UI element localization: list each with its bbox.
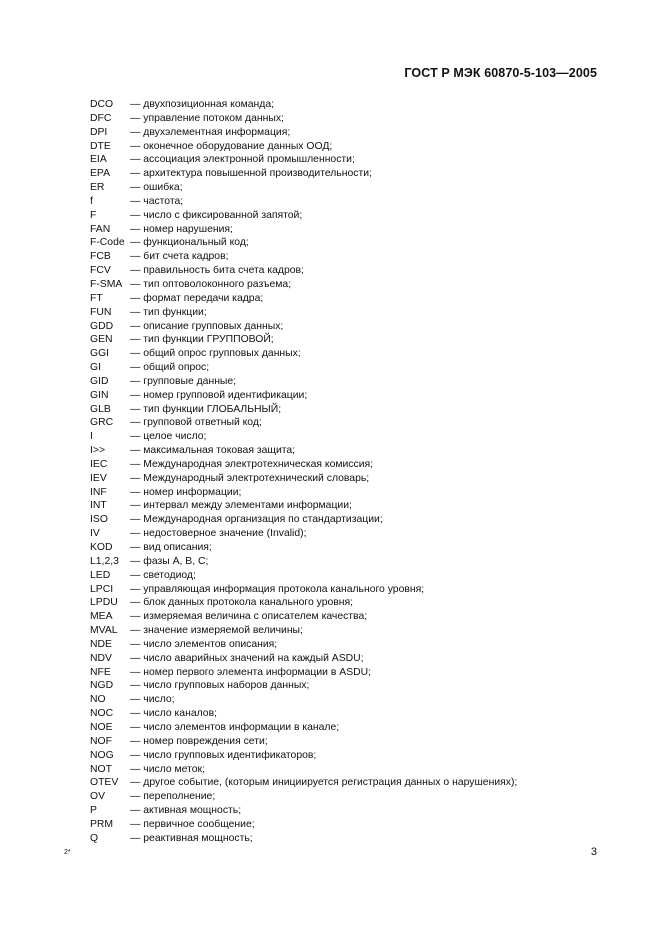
- abbreviation-row: [90, 347, 621, 361]
- abbreviation-term: DTE: [90, 140, 111, 152]
- abbreviation-description: — номер первого элемента информации в ASDU;: [130, 666, 372, 678]
- abbreviation-description: — активная мощность;: [130, 805, 242, 817]
- abbreviation-description: — тип функции;: [130, 306, 207, 318]
- abbreviation-description: — светодиод;: [130, 569, 196, 581]
- abbreviation-term: FUN: [90, 306, 112, 318]
- abbreviation-description: — групповой ответный код;: [130, 417, 262, 429]
- abbreviation-row: [90, 403, 621, 417]
- abbreviation-description: — управление потоком данных;: [130, 112, 284, 124]
- abbreviation-term: GDD: [90, 320, 114, 332]
- abbreviation-row: [90, 679, 621, 693]
- abbreviation-description: — число с фиксированной запятой;: [130, 209, 303, 221]
- abbreviation-description: — число меток;: [130, 763, 205, 775]
- abbreviation-row: [90, 832, 621, 846]
- abbreviation-row: [90, 486, 621, 500]
- abbreviation-description: — блок данных протокола канального уровня;: [130, 597, 354, 609]
- abbreviation-row: [90, 361, 621, 375]
- abbreviation-term: INT: [90, 500, 107, 512]
- abbreviation-row: [90, 153, 621, 167]
- abbreviation-row: [90, 458, 621, 472]
- abbreviation-description: — управляющая информация протокола канального уровня;: [130, 583, 425, 595]
- abbreviation-description: — значение измеряемой величины;: [130, 625, 303, 637]
- abbreviation-row: [90, 389, 621, 403]
- abbreviation-description: — число групповых наборов данных;: [130, 680, 310, 692]
- abbreviation-description: — интервал между элементами информации;: [130, 500, 352, 512]
- abbreviation-row: [90, 555, 621, 569]
- abbreviation-description: — максимальная токовая защита;: [130, 445, 296, 457]
- abbreviation-description: — бит счета кадров;: [130, 251, 229, 263]
- abbreviation-term: INF: [90, 486, 107, 498]
- abbreviation-description: — правильность бита счета кадров;: [130, 265, 304, 277]
- abbreviation-description: — фазы А, В, С;: [130, 555, 209, 567]
- abbreviation-row: [90, 430, 621, 444]
- abbreviation-term: MEA: [90, 611, 113, 623]
- abbreviation-description: — реактивная мощность;: [130, 832, 253, 844]
- abbreviation-description: — число;: [130, 694, 175, 706]
- abbreviation-list: [90, 98, 621, 846]
- abbreviation-term: EPA: [90, 168, 111, 180]
- abbreviation-term: f: [90, 195, 93, 207]
- abbreviation-term: GIN: [90, 389, 109, 401]
- abbreviation-row: [90, 804, 621, 818]
- abbreviation-term: NOE: [90, 721, 113, 733]
- abbreviation-row: [90, 707, 621, 721]
- abbreviation-description: — описание групповых данных;: [130, 320, 284, 332]
- abbreviation-description: — двухпозиционная команда;: [130, 99, 275, 110]
- abbreviation-term: LPCI: [90, 583, 114, 595]
- abbreviation-term: IEV: [90, 472, 107, 484]
- abbreviation-term: GID: [90, 375, 109, 387]
- abbreviation-term: GI: [90, 362, 101, 374]
- abbreviation-row: [90, 610, 621, 624]
- abbreviation-row: [90, 513, 621, 527]
- abbreviation-description: — недостоверное значение (Invalid);: [130, 528, 307, 540]
- abbreviation-term: NOT: [90, 763, 112, 775]
- abbreviation-term: FT: [90, 292, 103, 304]
- abbreviation-row: [90, 818, 621, 832]
- abbreviation-row: [90, 624, 621, 638]
- abbreviation-term: ER: [90, 182, 105, 194]
- abbreviation-term: DCO: [90, 99, 114, 110]
- abbreviation-term: EIA: [90, 154, 107, 166]
- abbreviation-term: NDE: [90, 638, 112, 650]
- abbreviation-term: ISO: [90, 514, 108, 526]
- abbreviation-description: — общий опрос групповых данных;: [130, 348, 301, 360]
- abbreviation-description: — ассоциация электронной промышленности;: [130, 154, 355, 166]
- abbreviation-term: OV: [90, 791, 106, 803]
- abbreviation-term: GEN: [90, 334, 113, 346]
- abbreviation-description: — измеряемая величина с описателем качества;: [130, 611, 368, 623]
- abbreviation-term: NDV: [90, 652, 112, 664]
- abbreviation-term: I: [90, 431, 93, 443]
- abbreviation-description: — целое число;: [130, 431, 207, 443]
- abbreviation-row: [90, 596, 621, 610]
- abbreviation-row: [90, 693, 621, 707]
- abbreviation-description: — число каналов;: [130, 708, 217, 720]
- abbreviation-row: [90, 444, 621, 458]
- page-number: 3: [590, 846, 597, 858]
- abbreviation-term: NOG: [90, 749, 114, 761]
- abbreviation-term: FCB: [90, 251, 111, 263]
- abbreviation-row: [90, 375, 621, 389]
- abbreviation-row: [90, 763, 621, 777]
- abbreviation-description: — функциональный код;: [130, 237, 249, 249]
- abbreviation-description: — формат передачи кадра;: [130, 292, 264, 304]
- abbreviation-row: [90, 98, 621, 112]
- abbreviation-term: FCV: [90, 265, 111, 277]
- sheet-mark: 2*: [64, 849, 71, 856]
- abbreviation-term: Q: [90, 832, 99, 844]
- abbreviation-row: [90, 569, 621, 583]
- abbreviation-row: [90, 236, 621, 250]
- abbreviation-row: [90, 638, 621, 652]
- abbreviation-row: [90, 735, 621, 749]
- abbreviation-row: [90, 278, 621, 292]
- abbreviation-term: OTEV: [90, 777, 119, 789]
- abbreviation-term: F: [90, 209, 97, 221]
- abbreviation-row: [90, 721, 621, 735]
- abbreviation-row: [90, 223, 621, 237]
- abbreviation-row: [90, 209, 621, 223]
- abbreviation-term: NO: [90, 694, 106, 706]
- abbreviation-row: [90, 583, 621, 597]
- abbreviation-description: — вид описания;: [130, 542, 212, 553]
- abbreviation-row: [90, 250, 621, 264]
- abbreviation-description: — число аварийных значений на каждый ASDU;: [130, 652, 364, 664]
- abbreviation-term: IEC: [90, 458, 108, 470]
- abbreviation-term: FAN: [90, 223, 111, 235]
- abbreviation-row: [90, 499, 621, 513]
- abbreviation-row: [90, 666, 621, 680]
- abbreviation-description: — Международная электротехническая комиссия;: [130, 458, 374, 470]
- abbreviation-term: LPDU: [90, 597, 118, 609]
- abbreviation-description: — тип функции ГЛОБАЛЬНЫЙ;: [130, 403, 282, 415]
- abbreviation-description: — число групповых идентификаторов;: [130, 749, 317, 761]
- abbreviation-term: NGD: [90, 680, 114, 692]
- abbreviation-term: NFE: [90, 666, 111, 678]
- abbreviation-term: I>>: [90, 445, 106, 457]
- abbreviation-term: DFC: [90, 112, 112, 124]
- abbreviation-term: LED: [90, 569, 111, 581]
- abbreviation-description: — Международный электротехнический словарь;: [130, 472, 370, 484]
- abbreviation-row: [90, 320, 621, 334]
- abbreviation-description: — оконечное оборудование данных ООД;: [130, 140, 333, 152]
- abbreviation-row: [90, 790, 621, 804]
- abbreviation-row: [90, 472, 621, 486]
- abbreviation-term: F-Code: [90, 237, 125, 249]
- abbreviation-description: — номер повреждения сети;: [130, 735, 268, 747]
- abbreviation-description: — число элементов описания;: [130, 638, 278, 650]
- abbreviation-description: — двухэлементная информация;: [130, 126, 291, 138]
- abbreviation-row: [90, 292, 621, 306]
- abbreviation-term: L1,2,3: [90, 555, 119, 567]
- abbreviation-description: — номер нарушения;: [130, 223, 233, 235]
- abbreviation-term: P: [90, 805, 97, 817]
- abbreviation-row: [90, 126, 621, 140]
- abbreviation-description: — число элементов информации в канале;: [130, 721, 340, 733]
- abbreviation-description: — ошибка;: [130, 182, 183, 194]
- abbreviation-description: — номер групповой идентификации;: [130, 389, 308, 401]
- abbreviation-description: — первичное сообщение;: [130, 818, 255, 830]
- abbreviation-row: [90, 140, 621, 154]
- abbreviation-term: F-SMA: [90, 278, 123, 290]
- abbreviation-description: — номер информации;: [130, 486, 242, 498]
- abbreviation-term: GRC: [90, 417, 114, 429]
- abbreviation-term: PRM: [90, 818, 114, 830]
- abbreviation-description: — групповые данные;: [130, 375, 237, 387]
- abbreviation-row: [90, 776, 621, 790]
- abbreviation-row: [90, 306, 621, 320]
- abbreviation-term: GGI: [90, 348, 110, 360]
- abbreviation-row: [90, 264, 621, 278]
- abbreviation-description: — тип функции ГРУППОВОЙ;: [130, 334, 274, 346]
- abbreviation-description: — переполнение;: [130, 791, 216, 803]
- abbreviation-row: [90, 112, 621, 126]
- abbreviation-term: DPI: [90, 126, 108, 138]
- abbreviation-description: — общий опрос;: [130, 362, 210, 374]
- abbreviation-term: NOC: [90, 708, 114, 720]
- abbreviation-row: [90, 749, 621, 763]
- abbreviation-description: — тип оптоволоконного разъема;: [130, 278, 292, 290]
- abbreviation-row: [90, 181, 621, 195]
- abbreviation-row: [90, 195, 621, 209]
- abbreviation-description: — частота;: [130, 195, 184, 207]
- standard-title: ГОСТ Р МЭК 60870-5-103—2005: [404, 66, 597, 80]
- abbreviation-description: — другое событие, (которым инициируется регистрация данных о нарушениях);: [130, 777, 518, 789]
- abbreviation-term: IV: [90, 528, 100, 540]
- abbreviation-term: NOF: [90, 735, 112, 747]
- abbreviation-row: [90, 527, 621, 541]
- abbreviation-description: — архитектура повышенной производительности;: [130, 168, 372, 180]
- abbreviation-term: MVAL: [90, 625, 118, 637]
- abbreviation-row: [90, 333, 621, 347]
- abbreviation-description: — Международная организация по стандартизации;: [130, 514, 383, 526]
- abbreviation-row: [90, 541, 621, 555]
- abbreviation-term: GLB: [90, 403, 111, 415]
- abbreviation-term: KOD: [90, 542, 113, 553]
- abbreviation-row: [90, 167, 621, 181]
- abbreviation-row: [90, 652, 621, 666]
- abbreviation-row: [90, 416, 621, 430]
